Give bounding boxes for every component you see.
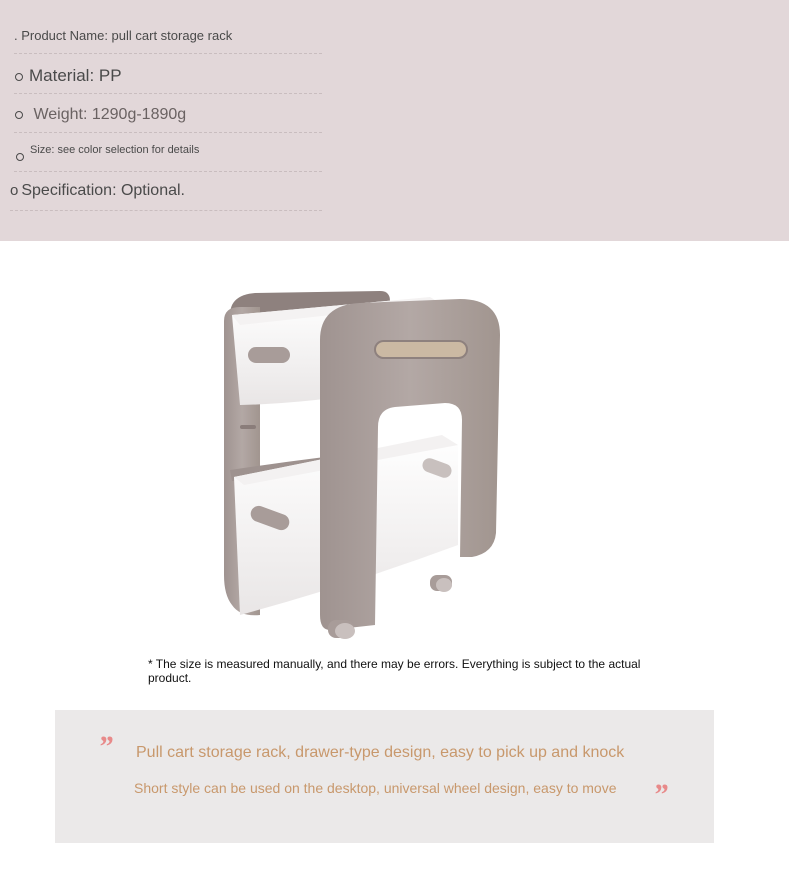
- circle-bullet-icon: [15, 111, 23, 119]
- spec-specification-text: Specification: Optional.: [21, 182, 185, 199]
- open-quote-icon: ”: [98, 730, 111, 763]
- close-quote-icon: ”: [653, 778, 666, 811]
- feature-quote-box: [55, 710, 714, 843]
- quote-line-1: Pull cart storage rack, drawer-type design, easy to pick up and knock: [136, 744, 625, 761]
- spec-size-text: Size: see color selection for details: [30, 144, 200, 156]
- spec-product-name: [14, 28, 322, 54]
- spec-weight: [14, 106, 322, 133]
- spec-specification-prefix: o: [10, 182, 19, 199]
- spec-product-name-text: . Product Name: pull cart storage rack: [14, 28, 233, 43]
- product-image-cart: [210, 285, 510, 645]
- size-disclaimer-note: * The size is measured manually, and there may be errors. Everything is subject to the actual product.: [148, 657, 641, 685]
- spec-panel: [0, 0, 789, 241]
- spec-size: [14, 144, 322, 172]
- quote-line-2: Short style can be used on the desktop, universal wheel design, easy to move: [134, 780, 617, 796]
- spec-specification: [10, 182, 322, 211]
- circle-bullet-icon: [16, 153, 24, 161]
- storage-cart-illustration: [210, 285, 510, 645]
- spec-material-text: Material: PP: [29, 66, 122, 85]
- spec-weight-text: Weight: 1290g-1890g: [33, 106, 187, 123]
- circle-bullet-icon: [15, 73, 23, 81]
- spec-material: [14, 66, 322, 94]
